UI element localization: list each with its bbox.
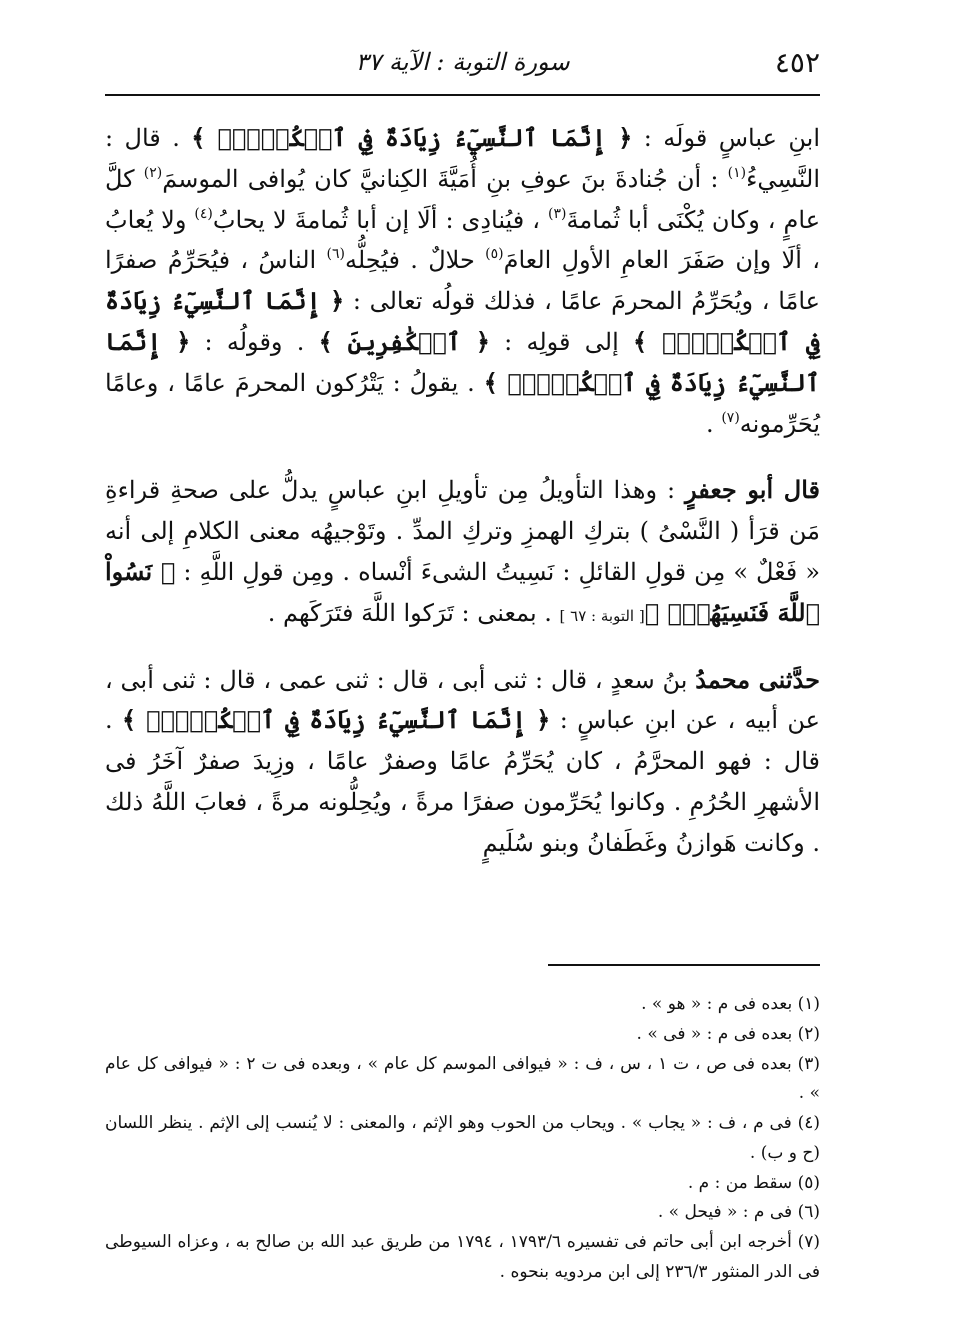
paragraph [105,470,820,633]
running-title: سورة التوبة : الآية ٣٧ [355,48,570,76]
page-header [105,40,820,88]
paragraph-text: بنُ سعدٍ ، قال : ثنى أبى ، قال : ثنى عمى ، قال : ثنى أبى ، عن أبيه ، عن ابنِ عباسٍ : [105,665,820,735]
footnote-marker: (٥) [797,1172,820,1193]
footnote [105,1109,820,1169]
quran-quote: ﴿ إِنَّمَا ٱلنَّسِيٓءُ زِيَادَةٌ فِي ٱلۡكُفۡرِۖ ﴾ [105,326,820,397]
footnotes-list [105,990,820,1288]
footnote-text: أخرجه ابن أبى حاتم فى تفسيره ١٧٩٣/٦ ، ١٧٩٤ من طريق عبد الله بن صالح به ، وعزاه السيوطى فى الدر المنثور ٢٣٦/٣ إلى ابن مردويه بنحوه . [105,1232,820,1282]
paragraph-text: كلَّ عامٍ ، وكان يُكْنَى أبا ثُمامةَ [105,164,821,234]
paragraph-lead: قال أبو جعفرٍ [684,475,820,505]
footnote [105,1020,820,1050]
paragraph [105,118,820,444]
footnote-marker: (٧) [797,1232,821,1252]
footnote-separator [548,964,820,966]
footnote-marker: (٢) [797,1023,820,1044]
footnote-reference: (١) [727,164,747,181]
footnote-marker: (٣) [797,1053,820,1074]
header-rule [105,94,820,96]
paragraph-text: : أن جُنادةَ بنَ عوفِ بنِ أُمَيَّةَ الكِنانيَّ كان يُوافى الموسمَ [162,164,728,193]
footnote [105,1050,820,1110]
main-text [105,118,820,864]
verse-reference: [ التوبة : ٦٧ ] [559,606,645,625]
paragraph-text: ابنِ عباسٍ قولَه : [632,124,820,152]
page-number: ٤٥٢ [774,46,820,79]
footnote [105,1198,820,1228]
paragraph-text: ، فيُنادِى : ألَا إن أبا ثُمامةَ لا يحابُ [212,205,548,234]
paragraph-text: . وقولُه : [190,327,319,356]
footnote [105,1228,820,1288]
footnote-reference: (٥) [485,246,504,263]
footnote-reference: (٢) [143,164,163,181]
quran-quote: ﴿ إِنَّمَا ٱلنَّسِيٓءُ زِيَادَةٌ فِي ٱلۡكُفۡرِۖ ﴾ [191,123,633,152]
footnote-text: بعده فى م : « فى » . [636,1023,793,1044]
footnote-reference: (٧) [721,409,740,426]
footnote-text: فى م : « فيحل » . [657,1202,793,1223]
paragraph-text: إلى قولِه : [489,327,633,356]
quran-quote: ﴿ إِنَّمَا ٱلنَّسِيٓءُ زِيَادَةٌ فِي ٱلۡكُفۡرِۖ ﴾ [121,705,551,735]
paragraph-text: . يقولُ : يَتْرُكون المحرمَ عامًا ، وعامًا يُحَرِّمونه [105,368,820,438]
paragraph-text: الناسُ ، فيُحَرِّمُ صفرًا عامًا ، ويُحَرِّمُ المحرمَ عامًا ، فذلك قولُه تعالى : [105,246,820,316]
paragraph-text: . بمعنى : تَرَكوا اللَّهَ فتَرَكَهم . [267,598,560,627]
footnote-text: بعده فى ص ، ت ١ ، س ، ف : « فيوافى الموسم كل عام » ، وبعده فى ت ٢ : « فيوافى كل عام » . [105,1053,820,1104]
footnote-marker: (٤) [797,1113,820,1133]
paragraph-text: . قال : فهو المحرَّمُ ، كان يُحَرِّمُ عامًا وصفرٌ عامًا ، وزِيدَ صفرٌ آخَرُ فى الأشهرِ الحُرُمِ . وكانوا يُحَرِّمون صفرًا مرةً ، ويُحِلُّونه مرةً ، فعابَ اللَّهُ ذلك . وكانت هَوازنُ وغَطَفانُ وبنو سُلَيمٍ [105,706,820,857]
paragraph-text: ولا يُعابُ ، ألَا وإن صَفَرَ العامِ الأولِ العامَ [105,205,820,275]
footnote-reference: (٣) [548,205,567,222]
footnote-reference: (٦) [326,246,345,263]
paragraph-text: حلالٌ . فيُحِلُّه [344,246,486,275]
footnote-marker: (١) [797,994,820,1014]
footnote-text: بعده فى م : « هو » . [641,994,793,1014]
quran-quote: ﴿ ٱلۡكَٰفِرِينَ ﴾ [318,326,490,356]
paragraph-text: . قال : النَّسِيءُ [105,124,820,193]
paragraph-text: : وهذا التأويلُ مِن تأويلِ ابنِ عباسٍ يدلُّ على صحةِ قراءةِ مَن قرَأ ( النَّسْىُ ) بتركِ الهمزِ وتركِ المدِّ . وتَوْجيهُه معنى الكلامِ إلى أنه « فَعْلٌ » مِن قولِ القائلِ : نَسِيتُ الشىءَ أنْساه . ومِن قولِ اللَّهِ : [105,476,820,586]
footnote-reference: (٤) [194,205,213,222]
paragraph-lead: حدَّثنى محمدُ [695,664,820,694]
footnote [105,1169,820,1199]
footnote-text: فى م ، ف : « يجاب » . ويحاب من الحوب وهو الإثم ، والمعنى : لا يُنسب إلى الإثم . ينظر اللسان (ح و ب) . [105,1113,820,1163]
paragraph [105,660,820,864]
quran-quote: ﴿ إِنَّمَا ٱلنَّسِيٓءُ زِيَادَةٌ فِي ٱلۡكُفۡرِۖ ﴾ [105,286,821,356]
paragraph-text: . [706,409,722,438]
footnote [105,990,820,1020]
footnote-marker: (٦) [797,1202,820,1223]
quran-quote: ﴿ نَسُواْ ٱللَّهَ فَنَسِيَهُمۡۚ ﴾ [105,556,820,627]
footnote-text: سقط من : م . [687,1172,793,1193]
